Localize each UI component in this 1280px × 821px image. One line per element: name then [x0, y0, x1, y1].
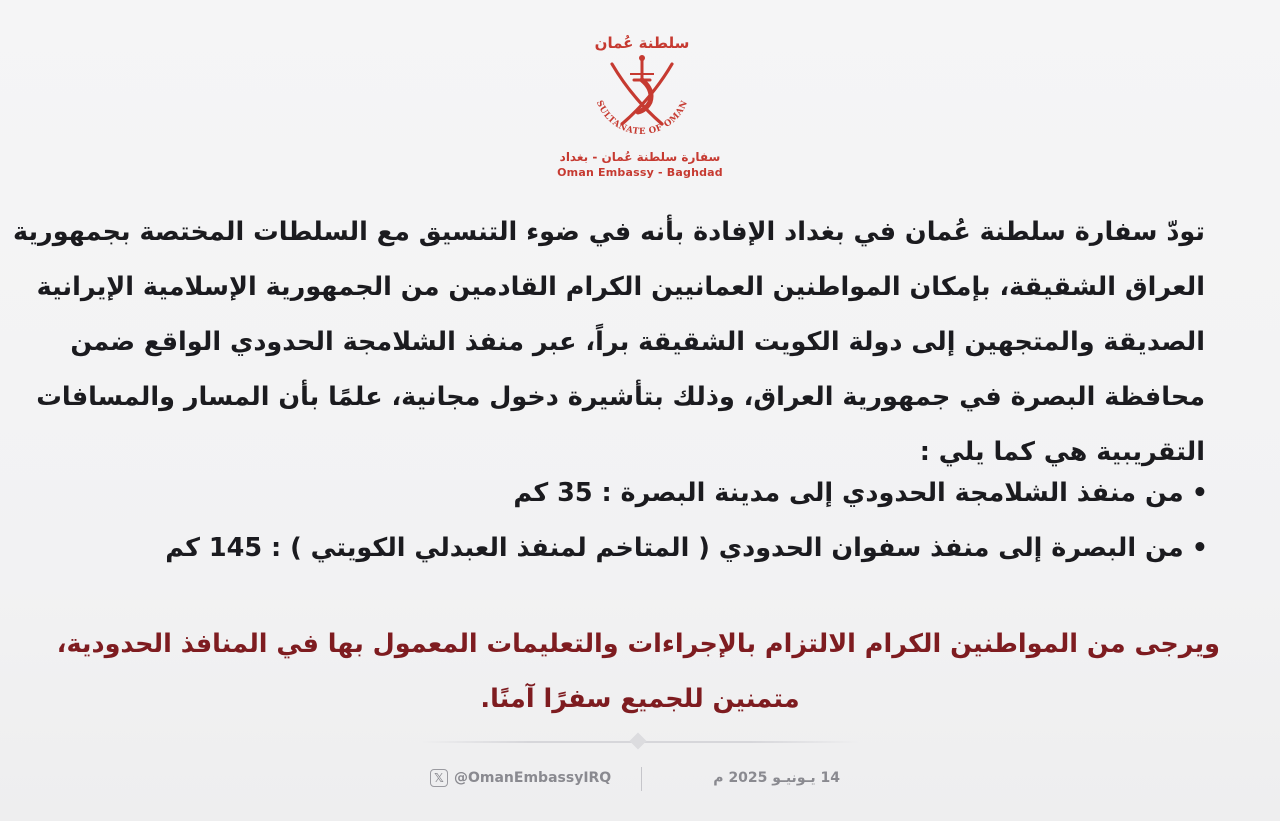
- bullet-icon: •: [1191, 533, 1208, 563]
- emblem-english-text: SULTANATE OF OMAN: [593, 98, 691, 138]
- embassy-name-english: Oman Embassy - Baghdad: [557, 166, 723, 179]
- publish-date: 14 يـونيـو 2025 م: [713, 770, 840, 786]
- emblem-arabic-text: سلطنة عُمان: [594, 34, 690, 52]
- statement-paragraph: [12, 205, 1205, 480]
- sultanate-emblem-icon: [580, 28, 704, 148]
- embassy-name-arabic: سفارة سلطنة عُمان - بغداد: [559, 150, 721, 164]
- paragraph-line: التقريبية هي كما يلي :: [919, 437, 1205, 467]
- divider-diamond-icon: [630, 733, 647, 750]
- social-handle[interactable]: [430, 766, 611, 790]
- list-item: [165, 533, 1208, 563]
- list-item-text: من منفذ الشلامجة الحدودي إلى مدينة البصرة : 35 كم: [513, 478, 1184, 508]
- closing-message: [56, 617, 1220, 727]
- paragraph-line: محافظة البصرة في جمهورية العراق، وذلك بتأشيرة دخول مجانية، علمًا بأن المسار والمسافات: [36, 382, 1205, 412]
- closing-line: متمنين للجميع سفرًا آمنًا.: [480, 684, 800, 714]
- distance-list: [165, 478, 1208, 563]
- social-handle-text: @OmanEmbassyIRQ: [454, 770, 612, 786]
- list-item: [165, 478, 1208, 508]
- bullet-icon: •: [1191, 478, 1208, 508]
- paragraph-line: العراق الشقيقة، بإمكان المواطنين العمانيين الكرام القادمين من الجمهورية الإسلامية الإيرانية: [36, 272, 1205, 302]
- x-social-icon: 𝕏: [430, 769, 448, 787]
- paragraph-line: الصديقة والمتجهين إلى دولة الكويت الشقيقة براً، عبر منفذ الشلامجة الحدودي الواقع ضمن: [70, 327, 1205, 357]
- paragraph-line: تودّ سفارة سلطنة عُمان في بغداد الإفادة بأنه في ضوء التنسيق مع السلطات المختصة بجمهورية: [12, 217, 1205, 247]
- closing-line: ويرجى من المواطنين الكرام الالتزام بالإجراءات والتعليمات المعمول بها في المنافذ الحدودية،: [56, 629, 1220, 659]
- footer-separator: [641, 767, 642, 791]
- list-item-text: من البصرة إلى منفذ سفوان الحدودي ( المتاخم لمنفذ العبدلي الكويتي ) : 145 كم: [165, 533, 1184, 563]
